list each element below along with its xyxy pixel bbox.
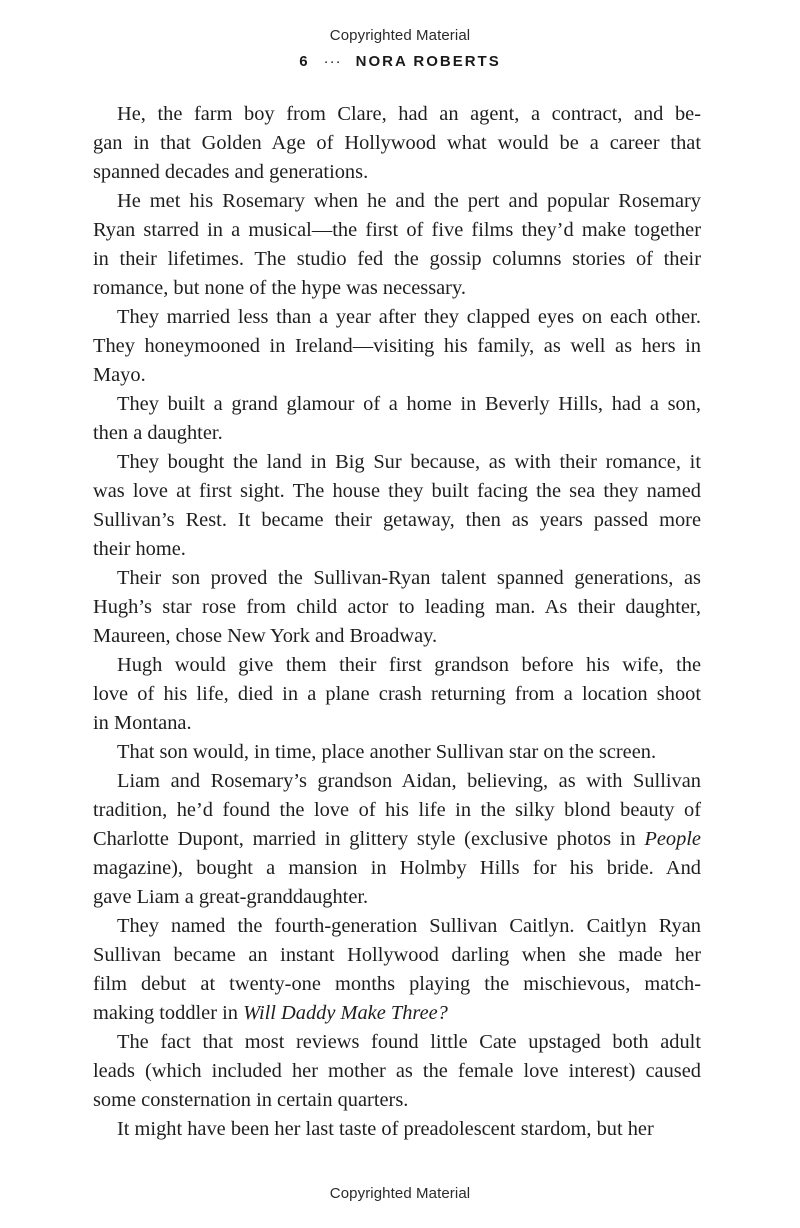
running-head xyxy=(0,53,800,70)
text-line: film debut at twenty-one months playing the mischievous, match- xyxy=(93,973,701,995)
text-line: They named the fourth-generation Sullivan Caitlyn. Caitlyn Ryan xyxy=(117,915,701,937)
page-number: 6 xyxy=(299,53,310,70)
text-line: They married less than a year after they clapped eyes on each other. xyxy=(117,306,701,328)
text-line: Hugh’s star rose from child actor to leading man. As their daughter, xyxy=(93,596,701,618)
text-line: Sullivan’s Rest. It became their getaway, then as years passed more xyxy=(93,509,701,531)
text-line: He, the farm boy from Clare, had an agent, a contract, and be- xyxy=(117,103,701,125)
paragraph xyxy=(93,187,701,303)
paragraph xyxy=(93,767,701,912)
paragraph xyxy=(93,1028,701,1115)
text-line: They honeymooned in Ireland—visiting his family, as well as hers in xyxy=(93,335,701,357)
text-line: Liam and Rosemary’s grandson Aidan, believing, as with Sullivan xyxy=(117,770,701,792)
text-line: Mayo. xyxy=(93,364,146,386)
paragraph xyxy=(93,390,701,448)
text-line: in their lifetimes. The studio fed the gossip columns stories of their xyxy=(93,248,701,270)
paragraph xyxy=(93,303,701,390)
paragraph xyxy=(93,1115,701,1144)
text-line: Maureen, chose New York and Broadway. xyxy=(93,625,438,647)
text-line: some consternation in certain quarters. xyxy=(93,1089,409,1111)
text-line: Their son proved the Sullivan-Ryan talent spanned generations, as xyxy=(117,567,701,589)
text-line: magazine), bought a mansion in Holmby Hills for his bride. And xyxy=(93,857,701,879)
text-line: Ryan starred in a musical—the first of five films they’d make together xyxy=(93,219,701,241)
copyright-watermark-bottom: Copyrighted Material xyxy=(329,1185,471,1202)
text-line: in Montana. xyxy=(93,712,192,734)
paragraph xyxy=(93,100,701,187)
paragraph xyxy=(93,651,701,738)
text-line: That son would, in time, place another Sullivan star on the screen. xyxy=(117,741,657,763)
copyright-watermark-top: Copyrighted Material xyxy=(329,27,471,44)
body-text xyxy=(93,100,701,1144)
text-line: love of his life, died in a plane crash returning from a location shoot xyxy=(93,683,701,705)
text-line: They built a grand glamour of a home in Beverly Hills, had a son, xyxy=(117,393,701,415)
paragraph xyxy=(93,448,701,564)
text-line: It might have been her last taste of preadolescent stardom, but her xyxy=(117,1118,654,1140)
text-line: He met his Rosemary when he and the pert and popular Rosemary xyxy=(117,190,701,212)
text-line: making toddler in Will Daddy Make Three? xyxy=(93,1002,448,1024)
text-line: Sullivan became an instant Hollywood darling when she made her xyxy=(93,944,701,966)
text-line: Charlotte Dupont, married in glittery style (exclusive photos in People xyxy=(93,828,701,850)
text-line: romance, but none of the hype was necessary. xyxy=(93,277,466,299)
running-head-separator: ··· xyxy=(323,53,342,70)
text-line: tradition, he’d found the love of his life in the silky blond beauty of xyxy=(93,799,701,821)
text-line: was love at first sight. The house they built facing the sea they named xyxy=(93,480,701,502)
author-name: NORA ROBERTS xyxy=(355,53,501,70)
text-line: then a daughter. xyxy=(93,422,223,444)
text-line: They bought the land in Big Sur because, as with their romance, it xyxy=(117,451,701,473)
italic-title: Will Daddy Make Three? xyxy=(243,1002,448,1024)
text-line: Hugh would give them their first grandson before his wife, the xyxy=(117,654,701,676)
text-line: gan in that Golden Age of Hollywood what would be a career that xyxy=(93,132,701,154)
text-line: gave Liam a great-granddaughter. xyxy=(93,886,369,908)
text-line: The fact that most reviews found little Cate upstaged both adult xyxy=(117,1031,701,1053)
paragraph xyxy=(93,564,701,651)
italic-title: People xyxy=(644,828,701,850)
text-line: leads (which included her mother as the female love interest) caused xyxy=(93,1060,701,1082)
text-line: their home. xyxy=(93,538,186,560)
text-line: spanned decades and generations. xyxy=(93,161,369,183)
paragraph xyxy=(93,738,701,767)
paragraph xyxy=(93,912,701,1028)
